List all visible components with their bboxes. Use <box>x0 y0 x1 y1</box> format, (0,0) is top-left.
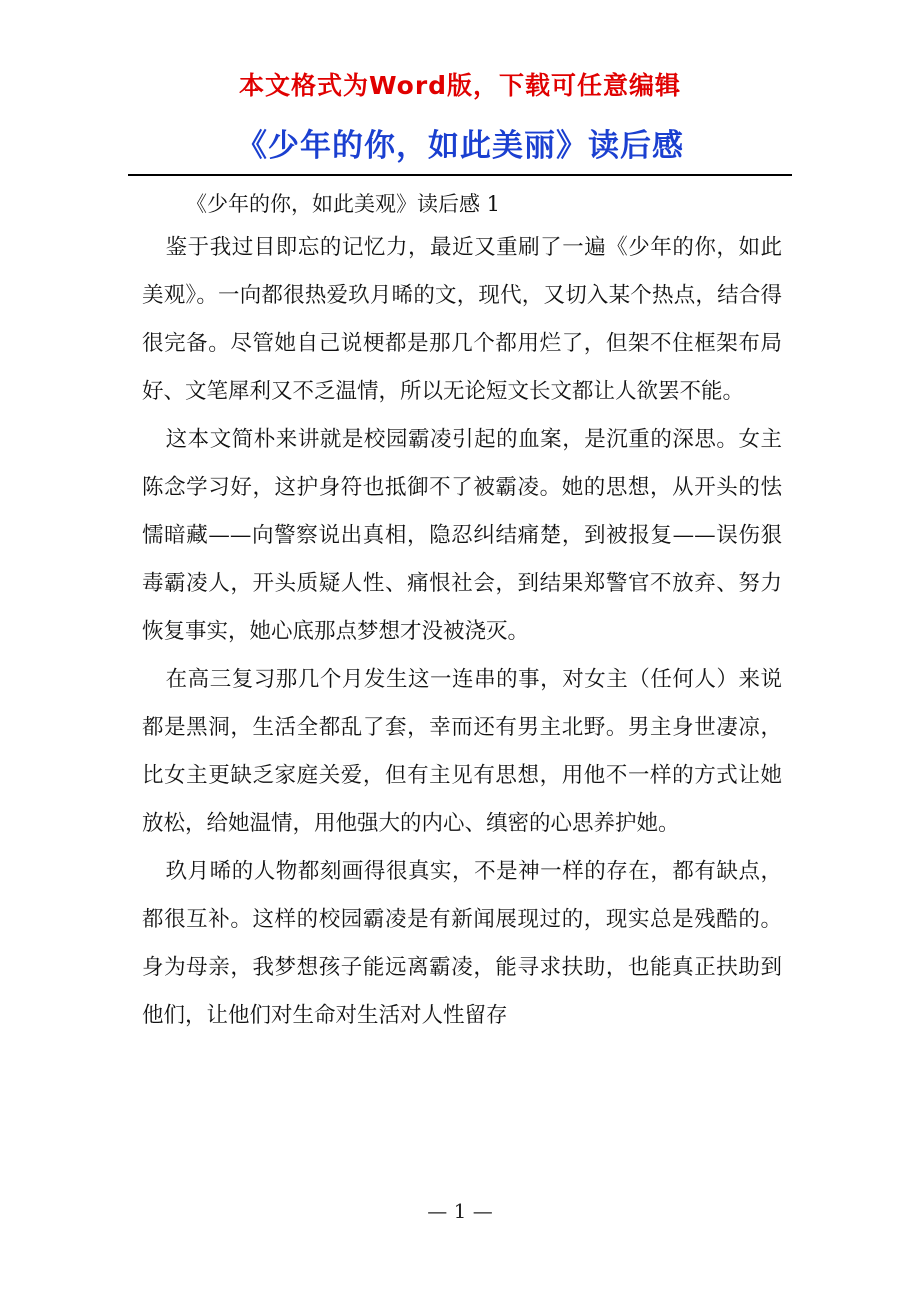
paragraph-3: 在高三复习那几个月发生这一连串的事，对女主（任何人）来说都是黑洞，生活全都乱了套，幸而还有男主北野。男主身世凄凉，比女主更缺乏家庭关爱，但有主见有思想，用他不一样的方式让她放松，给她温情，用他强大的内心、缜密的心思养护她。 <box>142 667 782 836</box>
paragraph-1: 鉴于我过目即忘的记忆力，最近又重刷了一遍《少年的你，如此美观》。一向都很热爱玖月晞的文，现代，又切入某个热点，结合得很完备。尽管她自己说梗都是那几个都用烂了，但架不住框架布局好、文笔犀利又不乏温情，所以无论短文长文都让人欲罢不能。 <box>142 235 782 404</box>
format-banner: 本文格式为Word版，下载可任意编辑 <box>238 71 682 100</box>
page-number: — 1 — <box>427 1199 493 1223</box>
section-subtitle: 《少年的你，如此美观》读后感 1 <box>186 192 501 216</box>
paragraph-4: 玖月晞的人物都刻画得很真实，不是神一样的存在，都有缺点，都很互补。这样的校园霸凌是有新闻展现过的，现实总是残酷的。身为母亲，我梦想孩子能远离霸凌，能寻求扶助，也能真正扶助到他们，让他们对生命对生活对人性留存 <box>142 859 782 1028</box>
document-body <box>142 184 782 1040</box>
document-title: 《少年的你，如此美丽》读后感 <box>236 128 684 164</box>
title-divider <box>128 174 792 176</box>
paragraph-2: 这本文简朴来讲就是校园霸凌引起的血案，是沉重的深思。女主陈念学习好，这护身符也抵御不了被霸凌。她的思想，从开头的怯懦暗藏——向警察说出真相，隐忍纠结痛楚，到被报复——误伤狠毒霸凌人，开头质疑人性、痛恨社会，到结果郑警官不放弃、努力恢复事实，她心底那点梦想才没被浇灭。 <box>142 427 782 644</box>
